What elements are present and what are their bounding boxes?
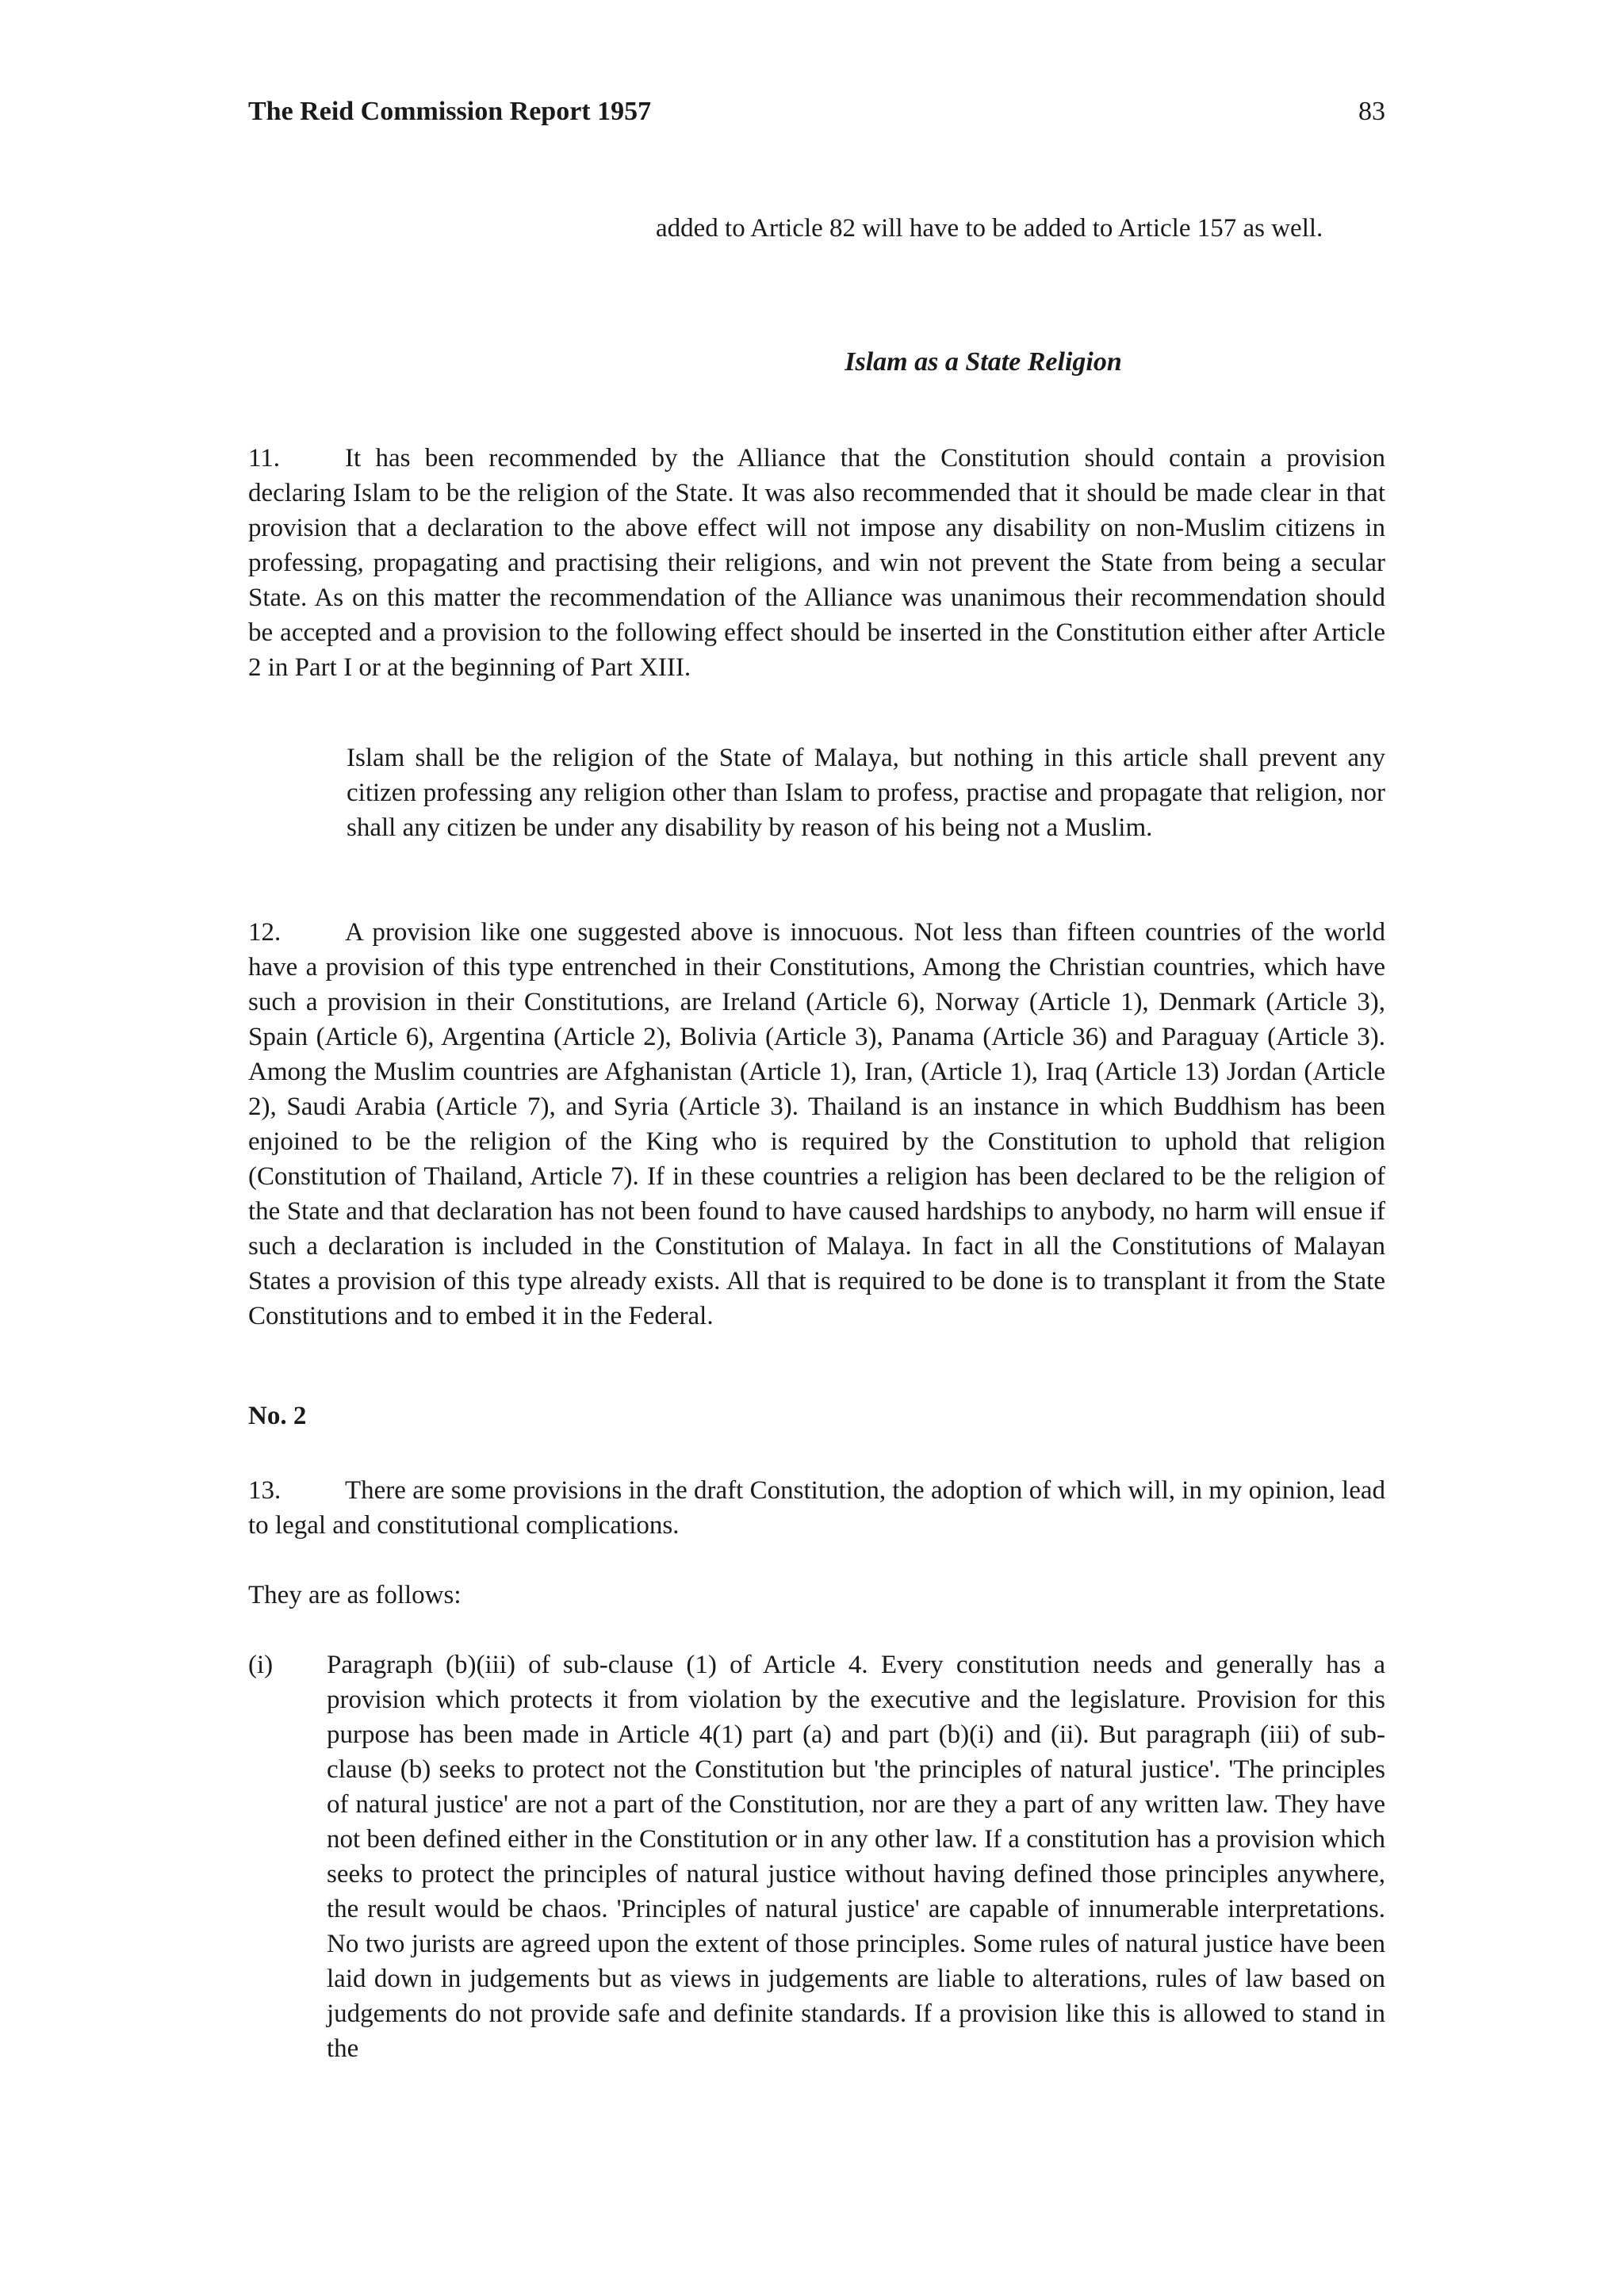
page-number: 83 xyxy=(1358,97,1385,126)
paragraph-text: A provision like one suggested above is innocuous. Not less than fifteen countries of the world have a provision of this type entrenched in their Constitutions, Among the Christian countries, which have such a provision in their Constitutions, are Ireland (Article 6), Norway (Article 1), Denmark (Article 3), Spain (Article 6), Argentina (Article 2), Bolivia (Article 3), Panama (Article 36) and Paraguay (Article 3). Among the Muslim countries are Afghanistan (Article 1), Iran, (Article 1), Iraq (Article 13) Jordan (Article 2), Saudi Arabia (Article 7), and Syria (Article 3). Thailand is an instance in which Buddhism has been enjoined to be the religion of the King who is required by the Constitution to uphold that religion (Constitution of Thailand, Article 7). If in these countries a religion has been declared to be the religion of the State and that declaration has not been found to have caused hardships to anybody, no harm will ensue if such a declaration is included in the Constitution of Malaya. In fact in all the Constitutions of Malayan States a provision of this type already exists. All that is required to be done is to transplant it from the State Constitutions and to embed it in the Federal. xyxy=(248,918,1385,1330)
continuation-text: added to Article 82 will have to be added to Article 157 as well. xyxy=(656,214,1323,243)
paragraph-12 xyxy=(248,915,1385,1334)
list-item-i xyxy=(248,1647,1385,2066)
paragraph-number: 11. xyxy=(248,444,281,473)
paragraph-number: 13. xyxy=(248,1476,282,1505)
follows-line: They are as follows: xyxy=(248,1581,462,1609)
block-quote: Islam shall be the religion of the State of Malaya, but nothing in this article shall prevent any citizen professing any religion other than Islam to profess, practise and propagate that religion, nor shall any citizen be under any disability by reason of his being not a Muslim. xyxy=(347,744,1385,842)
paragraph-number: 12. xyxy=(248,918,282,947)
paragraph-13 xyxy=(248,1473,1385,1543)
running-title: The Reid Commission Report 1957 xyxy=(248,97,652,126)
paragraph-11 xyxy=(248,441,1385,685)
section-heading: Islam as a State Religion xyxy=(845,347,1122,377)
page-header xyxy=(248,97,1385,127)
paragraph-text: It has been recommended by the Alliance that the Constitution should contain a provision declaring Islam to be the religion of the State. It was also recommended that it should be made clear in that provision that a declaration to the above effect will not impose any disability on non-Muslim citizens in professing, propagating and practising their religions, and win not prevent the State from being a secular State. As on this matter the recommendation of the Alliance was unanimous their recommendation should be accepted and a provision to the following effect should be inserted in the Constitution either after Article 2 in Part I or at the beginning of Part XIII. xyxy=(248,444,1385,682)
subheading-no-2: No. 2 xyxy=(248,1402,307,1430)
list-item-text: Paragraph (b)(iii) of sub-clause (1) of Article 4. Every constitution needs and generally has a provision which protects it from violation by the executive and the legislature. Provision for this purpose has been made in Article 4(1) part (a) and part (b)(i) and (ii). But paragraph (iii) of sub-clause (b) seeks to protect not the Constitution but 'the principles of natural justice'. 'The principles of natural justice' are not a part of the Constitution, nor are they a part of any written law. They have not been defined either in the Constitution or in any other law. If a constitution has a provision which seeks to protect the principles of natural justice without having defined those principles anywhere, the result would be chaos. 'Principles of natural justice' are capable of innumerable interpretations. No two jurists are agreed upon the extent of those principles. Some rules of natural justice have been laid down in judgements but as views in judgements are liable to alterations, rules of law based on judgements do not provide safe and definite standards. If a provision like this is allowed to stand in the xyxy=(327,1651,1385,2063)
paragraph-text: There are some provisions in the draft Constitution, the adoption of which will, in my opinion, lead to legal and constitutional complications. xyxy=(248,1476,1385,1540)
list-item-label: (i) xyxy=(248,1651,274,1679)
